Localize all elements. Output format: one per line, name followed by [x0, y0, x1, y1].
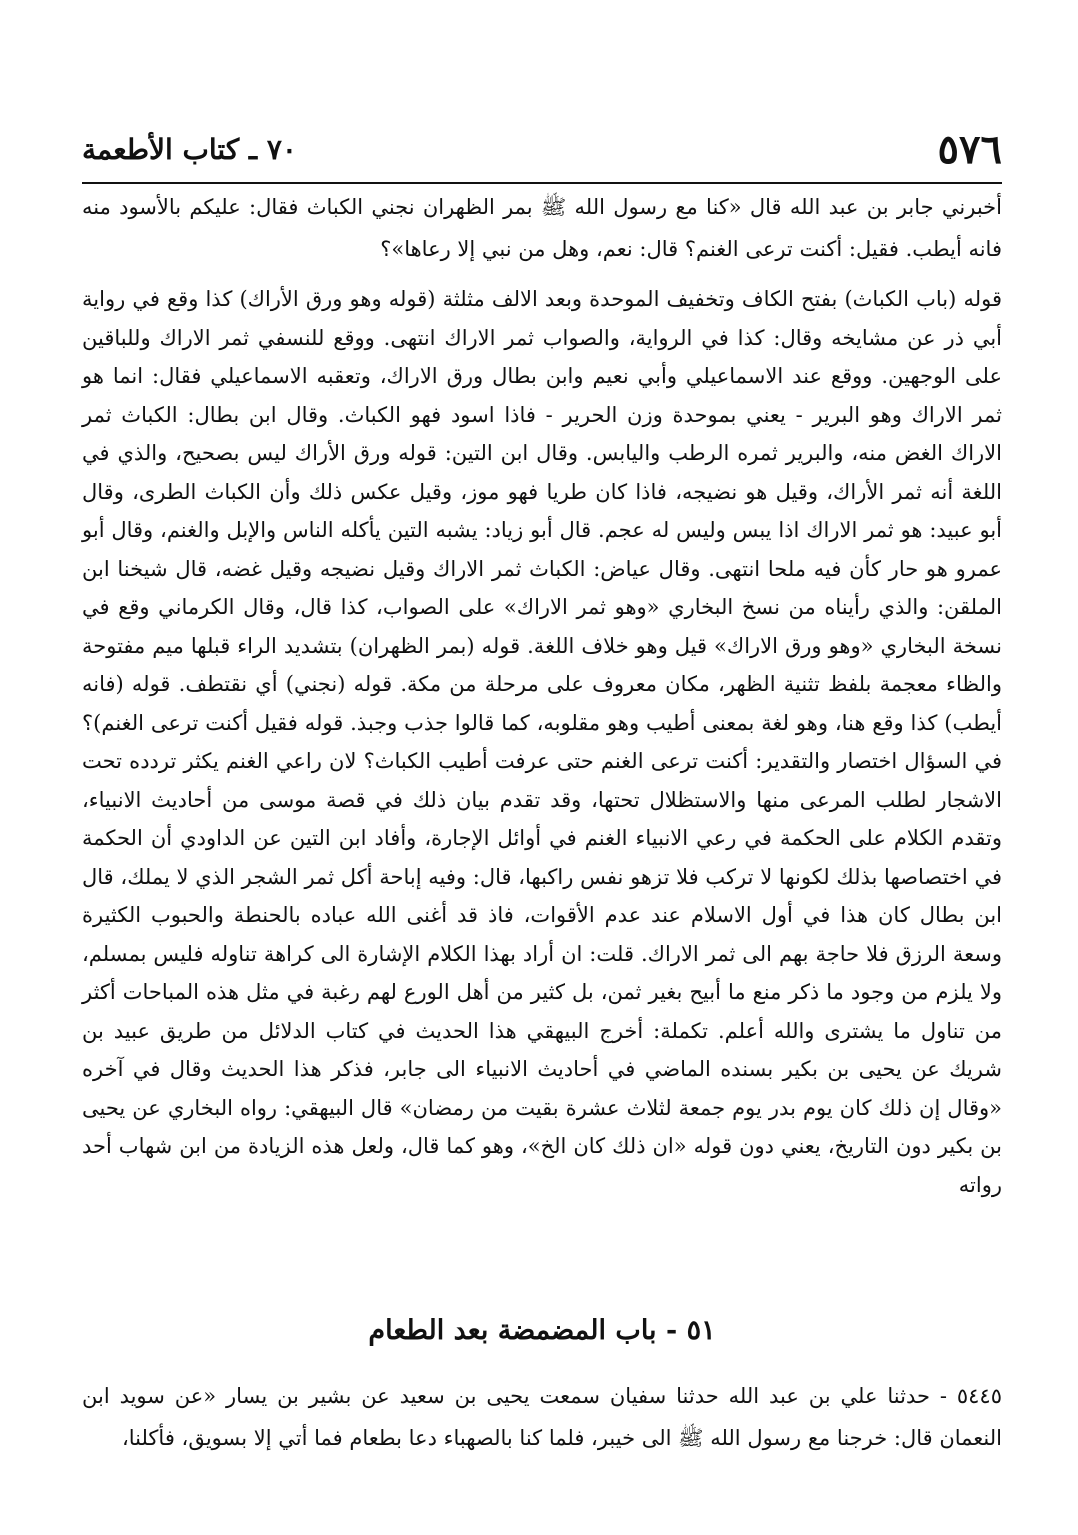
commentary-text: قوله (باب الكباث) بفتح الكاف وتخفيف الموحدة وبعد الالف مثلثة (قوله وهو ورق الأراك) كذا وقع في رواية أبي ذر عن مشايخه وقال: كذا في الرواية، والصواب ثمر الاراك انتهى. ووقع للنسفي ثمر الاراك وللباقين على الوجهين. ووقع عند الاسماعيلي وأبي نعيم وابن بطال ورق الاراك، وتعقبه الاسماعيلي فقال: انما هو ثمر الاراك وهو البرير - يعني بموحدة وزن الحرير - فاذا اسود فهو الكباث. وقال ابن بطال: الكباث ثمر الاراك الغض منه، والبرير ثمره الرطب واليابس. وقال ابن التين: قوله ورق الأراك ليس بصحيح، والذي في اللغة أنه ثمر الأراك، وقيل هو نضيجه، فاذا كان طريا فهو موز، وقيل عكس ذلك وأن الكباث الطرى، وقال أبو عبيد: هو ثمر الاراك اذا يبس وليس له عجم. قال أبو زياد: يشبه التين يأكله الناس والإبل والغنم، وقال أبو عمرو هو حار كأن فيه ملحا انتهى. وقال عياض: الكباث ثمر الاراك وقيل نضيجه وقيل غضه، قال شيخنا ابن الملقن: والذي رأيناه من نسخ البخاري «وهو ثمر الاراك» على الصواب، كذا قال، وقال الكرماني وقع في نسخة البخاري «وهو ورق الاراك» قيل وهو خلاف اللغة. قوله (بمر الظهران) بتشديد الراء قبلها ميم مفتوحة والظاء معجمة بلفظ تثنية الظهر، مكان معروف على مرحلة من مكة. قوله (نجني) أي نقتطف. قوله (فانه أيطب) كذا وقع هنا، وهو لغة بمعنى أطيب وهو مقلوبه، كما قالوا جذب وجبذ. قوله فقيل أكنت ترعى الغنم)؟ في السؤال اختصار والتقدير: أكنت ترعى الغنم حتى عرفت أطيب الكباث؟ لان راعي الغنم يكثر تردده تحت الاشجار لطلب المرعى منها والاستظلال تحتها، وقد تقدم بيان ذلك في قصة موسى من أحاديث الانبياء، وتقدم الكلام على الحكمة في رعي الانبياء الغنم في أوائل الإجارة، وأفاد ابن التين عن الداودي أن الحكمة في اختصاصها بذلك لكونها لا تركب فلا تزهو نفس راكبها، قال: وفيه إباحة أكل ثمر الشجر الذي لا يملك، قال ابن بطال كان هذا في أول الاسلام عند عدم الأقوات، فاذ قد أغنى الله عباده بالحنطة والحبوب الكثيرة وسعة الرزق فلا حاجة بهم الى ثمر الاراك. قلت: ان أراد بهذا الكلام الإشارة الى كراهة تناوله فليس بمسلم، ولا يلزم من وجود ما ذكر منع ما أبيح بغير ثمن، بل كثير من أهل الورع لهم رغبة في مثل هذه المباحات أكثر من تناول ما يشترى والله أعلم. تكملة: أخرج البيهقي هذا الحديث في كتاب الدلائل من طريق عبيد بن شريك عن يحيى بن بكير بسنده الماضي في أحاديث الانبياء الى جابر، فذكر هذا الحديث وقال في آخره «وقال إن ذلك كان يوم بدر يوم جمعة لثلاث عشرة بقيت من رمضان» قال البيهقي: رواه البخاري عن يحيى بن بكير دون التاريخ، يعني دون قوله «ان ذلك كان الخ»، وهو كما قال، ولعل هذه الزيادة من ابن شهاب أحد رواته — [82, 287, 1002, 1197]
page-number: ٥٧٦ — [937, 126, 1002, 173]
chapter-heading: ٥١ - باب المضمضة بعد الطعام — [368, 1315, 716, 1346]
hadith-5445: ٥٤٤٥ - حدثنا علي بن عبد الله حدثنا سفيان سمعت يحيى بن سعيد عن بشير بن يسار «عن سويد ابن النعمان قال: خرجنا مع رسول الله ﷺ الى خيبر، فلما كنا بالصهباء دعا بطعام فما أتي إلا بسويق، فأكلنا، — [82, 1384, 1002, 1450]
book-page — [82, 110, 1002, 1510]
header-divider — [82, 182, 1002, 184]
page-header — [82, 122, 1002, 176]
running-title: ٧٠ ـ كتاب الأطعمة — [82, 133, 297, 166]
hadith-continuation: أخبرني جابر بن عبد الله قال «كنا مع رسول الله ﷺ بمر الظهران نجني الكباث فقال: عليكم بالأسود منه فانه أيطب. فقيل: أكنت ترعى الغنم؟ قال: نعم، وهل من نبي إلا رعاها»؟ — [82, 195, 1002, 261]
